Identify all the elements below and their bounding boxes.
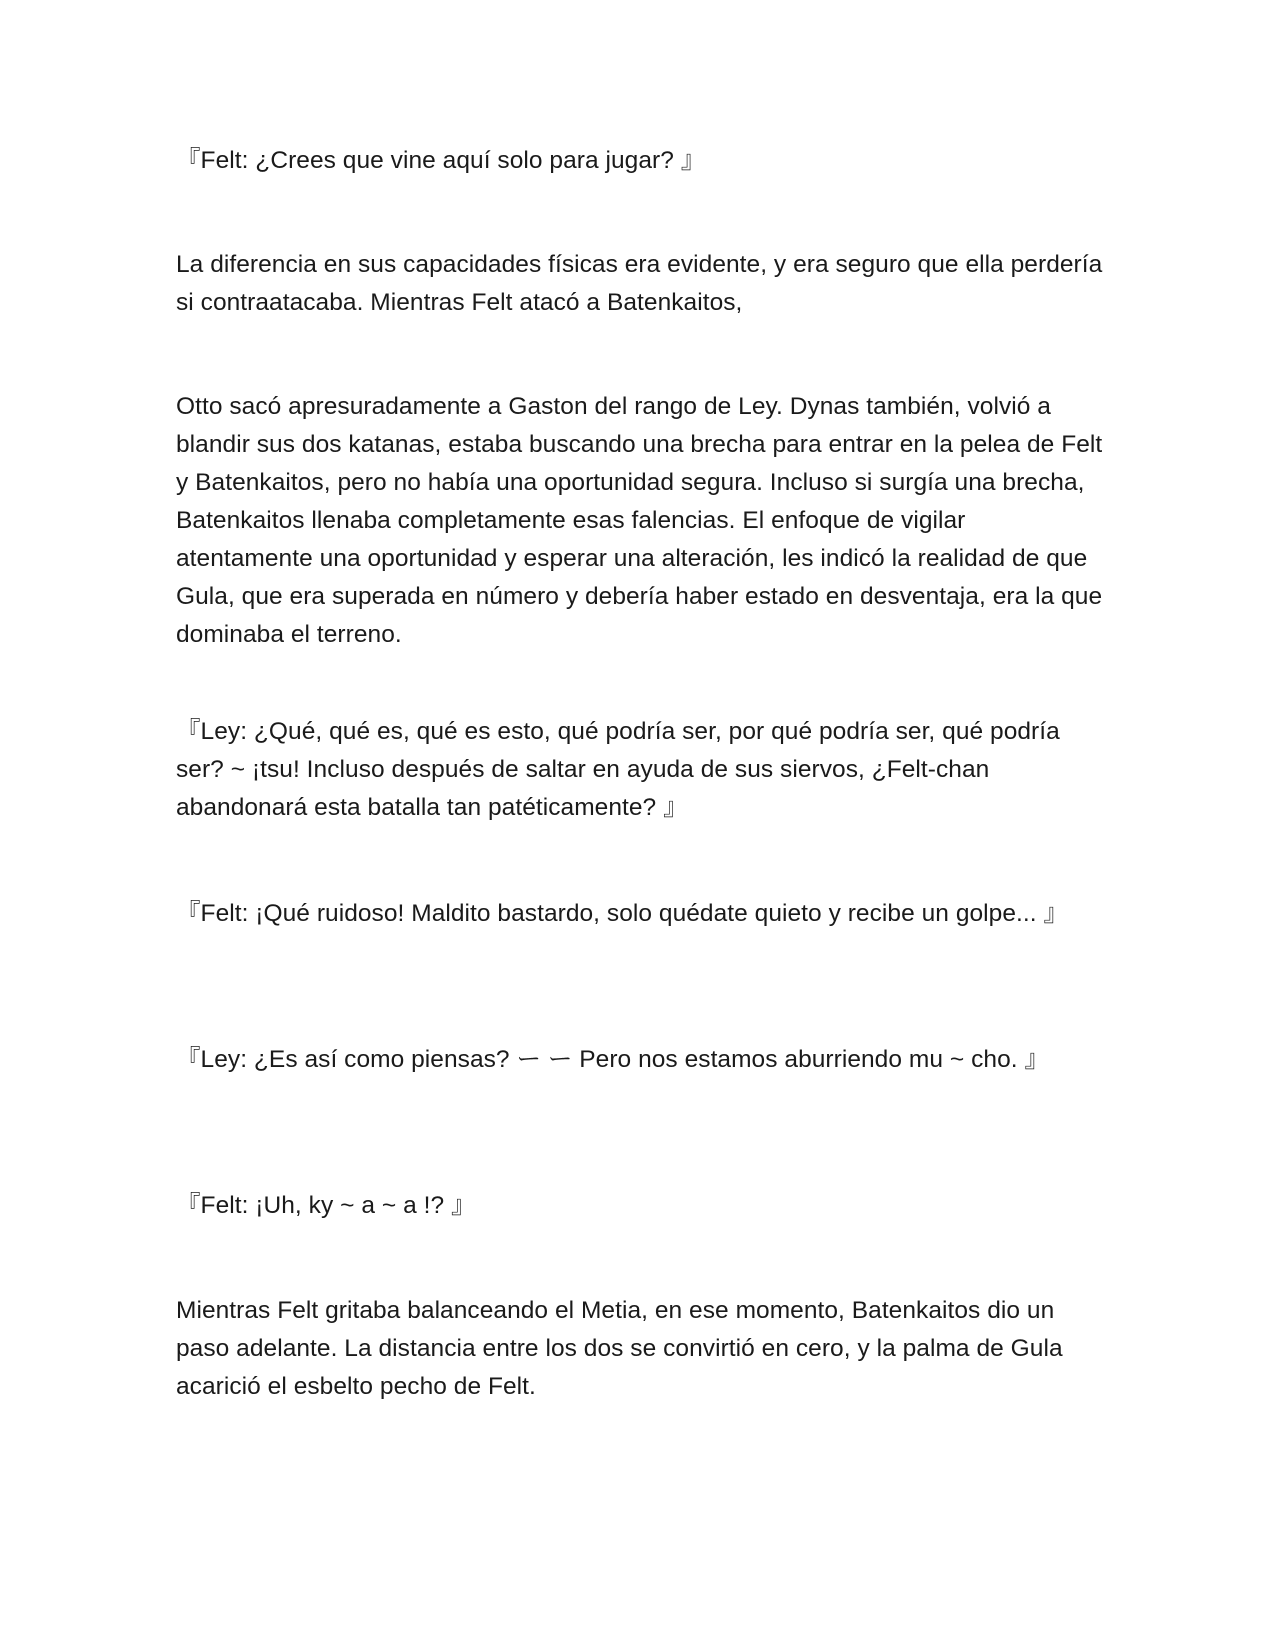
dialogue-ley-2: 『Ley: ¿Es así como piensas? ー ー Pero nos estamos aburriendo mu ~ cho. 』 xyxy=(176,1046,1050,1073)
dialogue-felt-3: 『Felt: ¡Uh, ky ~ a ~ a !? 』 xyxy=(176,1192,476,1219)
dialogue-ley-1: 『Ley: ¿Qué, qué es, qué es esto, qué podría ser, por qué podría ser, qué podría ser? ~ ¡tsu! Incluso después de saltar en ayuda de sus siervos, ¿Felt-chan abandonará esta batalla tan patéticamente? 』 xyxy=(176,718,1060,821)
dialogue-felt-1: 『Felt: ¿Crees que vine aquí solo para jugar? 』 xyxy=(176,147,706,174)
narration-paragraph-1: La diferencia en sus capacidades físicas era evidente, y era seguro que ella perdería si contraatacaba. Mientras Felt atacó a Batenkaitos, xyxy=(176,251,1103,316)
narration-paragraph-2: Otto sacó apresuradamente a Gaston del rango de Ley. Dynas también, volvió a blandir sus dos katanas, estaba buscando una brecha para entrar en la pelea de Felt y Batenkaitos, pero no había una oportunidad segura. Incluso si surgía una brecha, Batenkaitos llenaba completamente esas falencias. El enfoque de vigilar atentamente una oportunidad y esperar una alteración, les indicó la realidad de que Gula, que era superada en número y debería haber estado en desventaja, era la que dominaba el terreno. xyxy=(176,393,1103,648)
dialogue-felt-2: 『Felt: ¡Qué ruidoso! Maldito bastardo, solo quédate quieto y recibe un golpe... 』 xyxy=(176,900,1068,927)
narration-paragraph-3: Mientras Felt gritaba balanceando el Metia, en ese momento, Batenkaitos dio un paso adelante. La distancia entre los dos se convirtió en cero, y la palma de Gula acarició el esbelto pecho de Felt. xyxy=(176,1297,1063,1400)
